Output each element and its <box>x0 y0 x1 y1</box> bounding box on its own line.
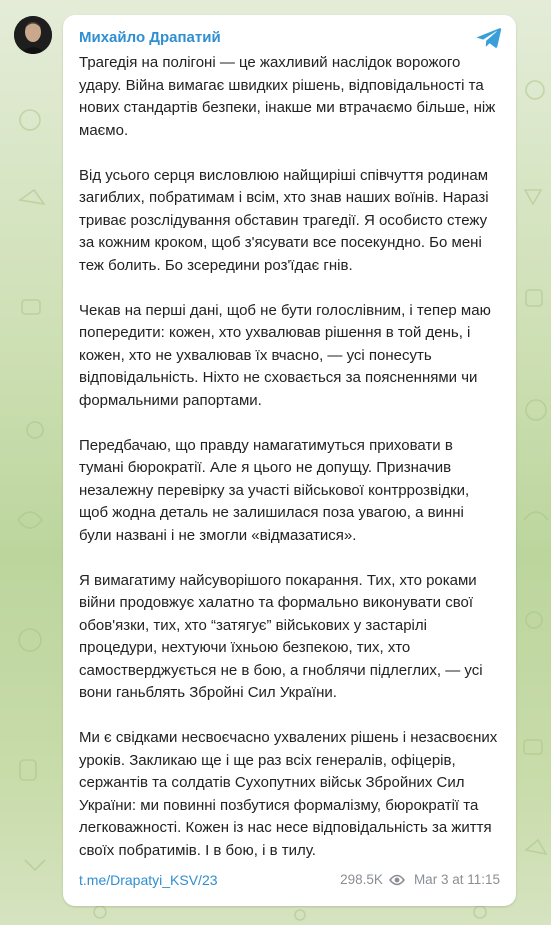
message-paragraph: Ми є свідками несвоєчасно ухвалених рішень і незасвоєних уроків. Закликаю ще і ще раз всіх генералів, офіцерів, сержантів та солдатів Сухопутних військ Збройних Сил України: ми повинні позбутися формалізму, бюрократії та легковажності. Кожен із нас несе відповідальність за життя своїх побратимів. І в бою, і в тилу. <box>79 729 498 859</box>
eye-icon <box>389 874 405 886</box>
message-paragraph: Я вимагатиму найсуворішого покарання. Тих, хто роками війни продовжує халатно та формально виконувати свої обов'язки, тих, хто “затягує” військових у застарілі процедури, нехтуючи їхньою безпекою, тих, хто самостверджується не в бою, а гноблячи підлеглих, — усі вони ганьблять Збройні Сил України. <box>79 571 483 701</box>
telegram-plane-icon[interactable] <box>476 27 502 49</box>
avatar[interactable] <box>14 16 52 54</box>
message-paragraph: Чекав на перші дані, щоб не бути голослівним, і тепер маю попередити: кожен, хто ухвалював рішення в той день, і кожен, хто не ухвалював їх вчасно, — усі понесуть відповідальність. Ніхто не сховається за поясненнями чи формальними рапортами. <box>79 301 491 409</box>
message-paragraph: Трагедія на полігоні — це жахливий наслідок ворожого удару. Війна вимагає швидких рішень, відповідальності та нових стандартів безпеки, інакше ми втрачаємо більше, ніж маємо. <box>79 54 496 139</box>
message-paragraph: Передбачаю, що правду намагатимуться приховати в тумані бюрократії. Але я цього не допущу. Призначив незалежну перевірку за участі військової контррозвідки, щоб жодна деталь не залишилася поза увагою, а винні були названі і не змогли «відмазатися». <box>79 436 470 544</box>
message-footer <box>79 870 500 890</box>
post-link[interactable]: t.me/Drapatyi_KSV/23 <box>79 872 218 888</box>
message-header <box>79 27 500 49</box>
message-bubble <box>63 15 516 906</box>
message-paragraph: Від усього серця висловлюю найщиріші співчуття родинам загиблих, побратимам і всім, хто знав наших воїнів. Наразі триває розслідування обставин трагедії. Я особисто стежу за кожним кроком, щоб з'ясувати все посекундно. Бо мені теж болить. Бо зсередини роз'їдає гнів. <box>79 166 489 274</box>
avatar-photo <box>14 16 52 54</box>
message-meta <box>340 870 500 890</box>
message-text <box>79 52 500 862</box>
message-timestamp: Mar 3 at 11:15 <box>413 872 500 887</box>
author-name[interactable]: Михайло Драпатий <box>79 29 221 46</box>
view-count: 298.5K <box>340 872 383 887</box>
